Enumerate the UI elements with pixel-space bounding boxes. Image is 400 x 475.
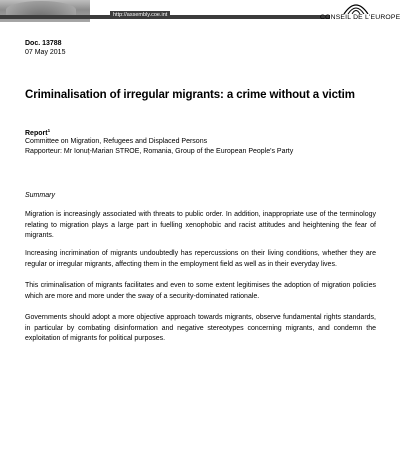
document-title: Criminalisation of irregular migrants: a crime without a victim: [25, 89, 355, 101]
council-of-europe-logo: [320, 0, 400, 24]
rapporteur-line: Rapporteur: Mr Ionuț-Marian STROE, Romania, Group of the European People's Party: [25, 148, 294, 155]
report-label: [25, 128, 50, 137]
stars-emblem-icon: [342, 0, 370, 14]
summary-paragraph: This criminalisation of migrants facilitates and even to some extent legitimises the adoption of migration policies which are more and more under the sway of a security-dominated rationale.: [25, 282, 376, 300]
summary-paragraph: Migration is increasingly associated with threats to public order. In addition, inappropriate use of the terminology relating to migration plays a large part in fuelling xenophobic and racist attitudes and heightening the fear of migrants.: [25, 211, 376, 239]
report-label-text: Report: [25, 130, 48, 137]
assembly-url[interactable]: http://assembly.coe.int: [110, 11, 170, 19]
document-date: 07 May 2015: [25, 49, 66, 56]
header-banner: [0, 0, 330, 22]
summary-paragraph: Increasing incrimination of migrants undoubtedly has repercussions on their living conditions, whether they are regular or irregular migrants, affecting them in the employment field as well as in their everyday lives.: [25, 250, 376, 268]
document-number: Doc. 13788: [25, 40, 62, 47]
summary-paragraph: Governments should adopt a more objective approach towards migrants, observe fundamental rights standards, in particular by combating disinformation and negative stereotypes concerning migrants, and condemn the exploitation of migrants for political purposes.: [25, 314, 376, 342]
summary-heading: Summary: [25, 192, 55, 199]
committee-name: Committee on Migration, Refugees and Displaced Persons: [25, 138, 208, 145]
footnote-marker[interactable]: 1: [47, 128, 51, 133]
organization-name: CONSEIL DE L'EUROPE: [320, 14, 400, 21]
